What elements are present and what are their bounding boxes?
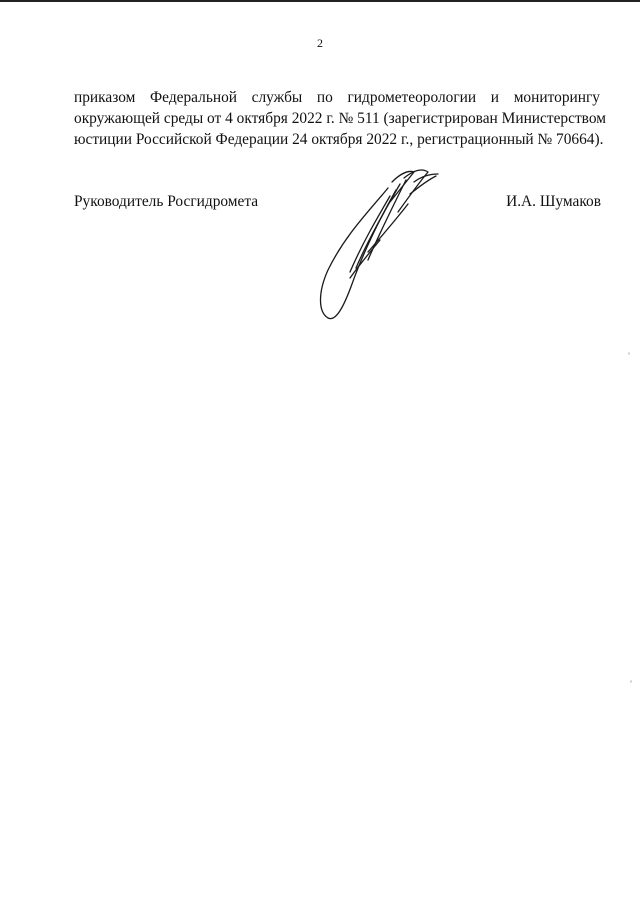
signature-icon xyxy=(310,160,460,325)
scan-artifact xyxy=(630,680,632,683)
body-paragraph xyxy=(74,87,606,150)
signer-name: И.А. Шумаков xyxy=(506,193,601,210)
scan-artifact xyxy=(628,352,630,355)
paragraph-line: юстиции Российской Федерации 24 октября 2022 г., регистрационный № 70664). xyxy=(74,131,604,148)
page-number: 2 xyxy=(317,36,323,50)
page-top-edge xyxy=(0,0,640,2)
paragraph-line: окружающей среды от 4 октября 2022 г. № 511 (зарегистрирован Министерством xyxy=(74,110,606,127)
paragraph-line: приказом Федеральной службы по гидрометеорологии и мониторингу xyxy=(74,89,600,106)
signer-role: Руководитель Росгидромета xyxy=(74,193,259,210)
